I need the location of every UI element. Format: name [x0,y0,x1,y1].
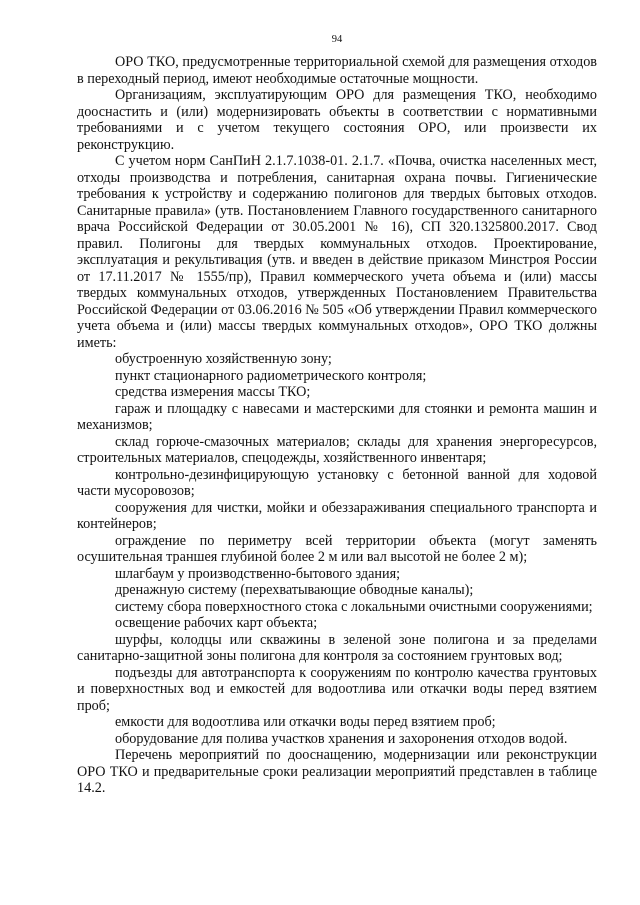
paragraph-table-reference: Перечень мероприятий по дооснащению, модернизации или реконструкции ОРО ТКО и предварительные сроки реализации мероприятий представлен в таблице 14.2. [77,747,597,796]
paragraph-capacity: ОРО ТКО, предусмотренные территориальной схемой для размещения отходов в переходный период, имеют необходимые остаточные мощности. [77,54,597,87]
list-item: дренажную систему (перехватывающие обводные каналы); [115,582,474,598]
list-item: средства измерения массы ТКО; [115,384,311,400]
paragraph-regulations: С учетом норм СанПиН 2.1.7.1038-01. 2.1.7. «Почва, очистка населенных мест, отходы производства и потребления, санитарная охрана почвы. Гигиенические требования к устройству и содержанию полигонов для твердых бытовых отходов. Санитарные правила» (утв. Постановлением Главного государственного санитарного врача Российской Федерации от 30.05.2001 № 16), СП 320.1325800.2017. Свод правил. Полигоны для твердых коммунальных отходов. Проектирование, эксплуатация и рекультивация (утв. и введен в действие приказом Минстроя России от 17.11.2017 № 1555/пр), Правил коммерческого учета объема и (или) массы твердых коммунальных отходов, утвержденных Постановлением Правительства Российской Федерации от 03.06.2016 № 505 «Об утверждении Правил коммерческого учета объема и (или) массы твердых коммунальных отходов», ОРО ТКО должны иметь: [77,153,597,351]
page-number: 94 [331,34,343,45]
list-item: ограждение по периметру всей территории объекта (могут заменять осушительная траншея глубиной более 2 м или вал высотой не более 2 м); [77,532,597,565]
body-text [77,54,597,797]
paragraph-modernization: Организациям, эксплуатирующим ОРО для размещения ТКО, необходимо дооснастить и (или) модернизировать объекты в соответствии с нормативными требованиями и с учетом текущего состояния ОРО, или произвести их реконструкцию. [77,87,597,153]
list-item: освещение рабочих карт объекта; [115,615,318,631]
list-item: систему сбора поверхностного стока с локальными очистными сооружениями; [115,598,593,615]
list-item: подъезды для автотранспорта к сооружениям по контролю качества грунтовых и поверхностных вод и емкостей для водоотлива или откачки воды перед взятием проб; [77,664,597,714]
list-item: обустроенную хозяйственную зону; [115,351,332,367]
list-item: оборудование для полива участков хранения и захоронения отходов водой. [115,730,568,747]
list-item: контрольно-дезинфицирующую установку с бетонной ванной для ходовой части мусоровозов; [77,466,597,499]
list-item: шлагбаум у производственно-бытового здания; [115,565,401,582]
list-item: шурфы, колодцы или скважины в зеленой зоне полигона и за пределами санитарно-защитной зоны полигона для контроля за состоянием грунтовых вод; [77,631,597,664]
list-item: склад горюче-смазочных материалов; склады для хранения энергоресурсов, строительных материалов, спецодежды, хозяйственного инвентаря; [77,433,597,466]
list-item: гараж и площадку с навесами и мастерскими для стоянки и ремонта машин и механизмов; [77,400,597,433]
list-item: сооружения для чистки, мойки и обеззараживания специального транспорта и контейнеров; [77,499,597,532]
list-item: емкости для водоотлива или откачки воды перед взятием проб; [115,714,496,730]
list-item: пункт стационарного радиометрического контроля; [115,367,427,384]
